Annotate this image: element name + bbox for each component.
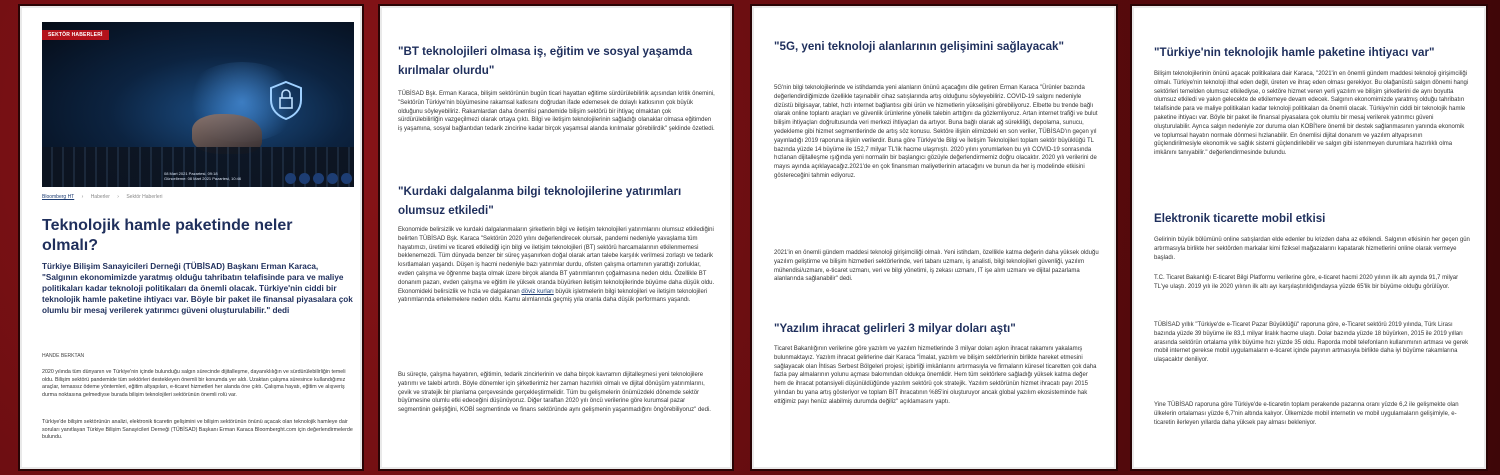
body-paragraph: Bilişim teknolojilerinin önünü açacak politikalara dair Karaca, "2021'in en önemli gündem maddesi teknoloji girişimciliği olmalı. Türkiye'nin teknoloji ithal eden değil, üreten ve ihraç eden olması gerekiyor. Bu olağanüstü salgın dönemi hangi sektörleri temelden olumsuz etkilediyse, o sektöre hizmet veren yerli yazılım ve bilişim şirketlerini de aynı boyutta olumsuz etkiledi ve yakın gelecekte de etkilemeye devam edecek. Salgının ekonomimizde yaratmış olduğu tahribatın telafisinde para ve maliye politikaları kadar teknoloji politikaları da önemli olacak. Türkiye'nin ciddi bir teknolojik hamle paketine ihtiyacı var. Böyle bir paket ile finansal piyasalara çok olumlu bir mesaj verilerek yatırımcı güveni oluşturulabilir. Ayrıca salgın nedeniyle zor duruma olan KOBİ'lere önemli bir destek sağlanmasının yanında ekonomik ve toplumsal hayatın normale dönmesi hızlanabilir. En önemlisi dijital donanım ve yazılım altyapısının güçlendirilmesiyle ekonomik ve sağlık sistemi güçlendirilebilir ve salgın gibi istenmeyen durumlara hazırlıklı olma imkânını tanıyabilir." değerlendirmesinde bulundu. (1154, 71, 1469, 157)
body-paragraph: Gelirinin büyük bölümünü online satışlardan elde edenler bu krizden daha az etkilendi. Salgının etkisinin her geçen gün artırmasıyla birlikte her sektörden markalar kimi fiziksel mağazalarını kapatarak hizmetlerini online olarak vermeye başladı. (1154, 237, 1470, 261)
body-paragraph: Türkiye'de bilişim sektörünün analizi, elektronik ticaretin gelişimini ve bilişim sektörünün önünü açacak olan teknolojik hamleye dair soruları yanıtlayan Türkiye Bilişim Sanayicileri Derneği (TÜBİSAD) Başkanı Erman Karaca Bloomberght.com için değerlendirmelerde bulundu. (42, 419, 353, 441)
author-name[interactable]: HANDE BERKTAN (42, 353, 85, 359)
article-panel-3 (752, 6, 1116, 469)
article-panel-2 (380, 6, 732, 469)
category-tag[interactable]: SEKTÖR HABERLERİ (42, 30, 109, 40)
publish-dates: 08 Mart 2021 Pazartesi, 09:18 Güncelleme: 08 Mart 2021 Pazartesi, 10:46 (164, 171, 242, 181)
breadcrumb-item[interactable]: Haberler (90, 194, 110, 200)
messenger-icon[interactable] (327, 173, 338, 184)
body-paragraph: Bu süreçte, çalışma hayatının, eğitimin, tedarik zincirlerinin ve daha birçok kavramın dijitalleşmesi yeni teknolojilere yatırımı ve talebi artırdı. Böyle dönemler için şirketlerimiz her zaman hazırlıklı olmalı ve dijital dönüşüm yatırımlarını, çevik ve stratejik bir planlama çerçevesinde gerçekleştirmelidir. Tüm bu gelişmelerin önümüzdeki dönemde sektör büyümesine olumlu etki edeceğini düşünüyoruz. Diğer taraftan 2020 yılı öncü verilerine göre kurumsal pazar segmentinin geliştiğini, KOBİ segmentinde ve finans sektöründe aynı gelişmenin yaşanmadığını öngörebiliyoruz" dedi. (398, 372, 711, 414)
body-paragraph: T.C. Ticaret Bakanlığı E-ticaret Bilgi Platformu verilerine göre, e-ticaret hacmi 2020 yılının ilk altı ayında 91,7 milyar TL'ye ulaştı. 2019 yılı ile 2020 yılının ilk altı ayı karşılaştırıldığındaysa yüzde 65'lik bir büyüme olduğu görülüyor. (1154, 275, 1459, 290)
section-heading: "5G, yeni teknoloji alanlarının gelişimini sağlayacak" (774, 40, 1064, 53)
share-buttons (285, 173, 354, 184)
hero-image (42, 22, 354, 187)
article-panel-1 (20, 6, 362, 469)
breadcrumb: Bloomberg HT › Haberler › Sektör Haberleri (42, 194, 163, 200)
twitter-icon[interactable] (299, 173, 310, 184)
section-heading: Elektronik ticarette mobil etkisi (1154, 212, 1326, 225)
email-icon[interactable] (341, 173, 352, 184)
facebook-icon[interactable] (285, 173, 296, 184)
section-heading: "Türkiye'nin teknolojik hamle paketine ihtiyacı var" (1154, 46, 1435, 59)
article-panel-4 (1132, 6, 1486, 469)
section-heading: "BT teknolojileri olmasa iş, eğitim ve sosyal yaşamda kırılmalar olurdu" (398, 45, 693, 77)
article-lead: Türkiye Bilişim Sanayicileri Derneği (TÜBİSAD) Başkanı Erman Karaca, "Salgının ekonomimizde yaratmış olduğu tahribatın telafisinde para ve maliye politikaları kadar teknoloji politikaları da önemli olacak. Türkiye'nin ciddi bir teknolojik hamle paketine ihtiyacı var. Böyle bir paket ile finansal piyasalara çok olumlu bir mesaj verilerek yatırımcı güveni oluşturulabilir." dedi (42, 262, 353, 316)
body-paragraph: 2020 yılında tüm dünyanın ve Türkiye'nin içinde bulunduğu salgın sürecinde dijitalleşme, dayanıklılığın ve sürdürülebilirliğin temeli oldu. Bilişim sektörü pandemide tüm sektörleri destekleyen önemli bir konumda yer aldı. Uzaktan çalışma süresince kullandığımız araçlar, temassız ödeme yöntemleri, eğitim altyapıları, e-ticaret hizmetleri her alanda öne çıktı. Çalışma hayatı, eğitim ve alışveriş durma noktasına gelmediyse burada bilişim teknolojileri sektörünün önemli rolü var. (42, 369, 346, 398)
breadcrumb-item[interactable]: Bloomberg HT (42, 194, 75, 200)
body-paragraph: Yine TÜBİSAD raporuna göre Türkiye'de e-ticaretin toplam perakende pazarına oranı yüzde 6,2 ile gelişmekte olan ülkelerin ortalaması yüzde 6,7'nin altında kalıyor. Ülkemizde mobil internetin ve mobil uygulamaların gelişimiyle, e-ticaretin ilerleyen yıllarda daha yüksek pay alması bekleniyor. (1154, 402, 1459, 426)
body-paragraph: TÜBİSAD yıllık "Türkiye'de e-Ticaret Pazar Büyüklüğü" raporuna göre, e-Ticaret sektörü 2019 yılında, Türk Lirası bazında yüzde 39 büyüme ile 83,1 milyar liralık hacme ulaştı. Dolar bazında yüzde 18 büyürken, 2015 ile 2019 yılları arasında sektörün ortalama yıllık büyüme hızı yüzde 35 oldu. Raporda mobil telefonların kullanımının artması ve gerek mobil internet gerekse mobil uygulamaların e-ticaret içinde payının artmasıyla birlikte daha iyi büyüme rakamlarına ulaşacaktır deniliyor. (1154, 322, 1469, 364)
article-title: Teknolojik hamle paketinde neler olmalı? (42, 217, 293, 254)
body-paragraph: Ticaret Bakanlığının verilerine göre yazılım ve yazılım hizmetlerinde 3 milyar doları aşkın ihracat rakamını yakalamış bulunmaktayız. Yazılım ihracat gelirlerine dair Karaca "İmalat, yazılım ve bilişim sektörlerinin birlikte hareket etmesini sağlayacak olan İhtisas Serbest Bölgeleri projesi; işbirliği imkânlarını artırmasıyla ve firmaların küresel ticaretten çok daha fazla pay almalarının yolunu açması bakımından oldukça önemlidir. Hem tüm sektörlere sağladığı yüksek katma değer hem de ihracat potansiyeli düşünüldüğünde yazılım sektörü çok stratejik. Yazılım sektörünün hizmet ihracatı payı 2015 yılından bu yana artış gösteriyor ve toplam BİT ihracatının %85'ini oluşturuyor ancak global yazılım ekosisteminde hak ettiğimiz payı henüz alabilmiş durumda değiliz" açıklamasını yaptı. (774, 346, 1097, 405)
body-paragraph: TÜBİSAD Bşk. Erman Karaca, bilişim sektörünün bugün ticari hayattan eğitime sürdürülebilirlik açısından kritik önemini, "Sektörün Türkiye'nin büyümesine rakamsal katkısını doğrudan ifade edemesek de dolaylı katkısının çok büyük olduğunu söyleyebiliriz. Rakamlardan daha önemlisi pandemide bilişim sektörü bir ihtiyaç olmaktan çok sürdürülebilirliğin vazgeçilmezi olarak ortaya çıktı. Bilgi ve iletişim teknolojilerinin sağladığı olanaklar olmasa eğitimden iş yaşamına, sosyal bağlantıdan tedarik zincirine kadar birçok yaşamsal alanda kırılmalar görebilirdik" şeklinde özetledi. (398, 91, 715, 133)
body-paragraph: 2021'in en önemli gündem maddesi teknoloji girişimciliği olmalı. Yeni istihdam, özellikle katma değerin daha yüksek olduğu yazılım geliştirme ve bilişim hizmetleri sektörlerinde, veri tabanı uzmanı, iş analisti, bilgi teknolojileri güvenliği, yazılım mühendisi/uzmanı, e-ticaret uzmanı, veri ve bilgi yönetimi, iş zekası uzmanı, IT işe alım uzmanı ve dijital pazarlama alanlarında sağlanabilir" dedi. (774, 250, 1099, 283)
section-heading: "Kurdaki dalgalanma bilgi teknolojilerine yatırımları olumsuz etkiledi" (398, 185, 682, 217)
breadcrumb-item[interactable]: Sektör Haberleri (126, 194, 163, 200)
whatsapp-icon[interactable] (313, 173, 324, 184)
shield-icon (268, 80, 304, 120)
section-heading: "Yazılım ihracat gelirleri 3 milyar doları aştı" (774, 322, 1016, 335)
body-paragraph: 5G'nin bilgi teknolojilerinde ve istihdamda yeni alanların önünü açacağını dile getiren Erman Karaca "Ürünler bazında değerlendirdiğimizde özellikle taşınabilir cihaz satışlarında artış olduğunu söyleyebiliriz. COVID-19 salgını nedeniyle dizüstü bilgisayar, tablet, hızlı internet bağlantısı gibi ürün ve hizmetlerin yükselişini görebiliyoruz. Elbette bu trende bağlı olarak online toplantı araçları ve güvenlik ürünlerine yönelik talebin arttığını da gözlemliyoruz. Artan internet trafiği ve bulut bilişim ihtiyaçları doğrultusunda veri merkezi ihtiyaçları da artıyor. Buna bağlı olarak ağ sürekliliği, depolama, sunucu, yedekleme gibi hizmet segmentlerinde de artış söz konusu. Sektöre ilişkin elimizdeki en son veriler, TÜBİSAD'ın geçen yıl yayınladığı 2019 raporuna ilişkin verilerdir. Buna göre Türkiye'de Bilgi ve İletişim Teknolojileri toplam sektör büyüklüğü TL bazında yüzde 14 büyüme ile 152,7 milyar TL'lik hacme ulaşmıştı. 2020 yılını yorumlarken bu yılı COVID-19 sonrasında hızlanan dijitalleşme ışığında yeni normalin bir başlangıcı gözüyle değerlendirmemiz doğru olacaktır. 2020 yılı verilerini de mayıs ayında açıklayacağız.2021'de en çok finansman maliyetlerinin artacağını ve bunun da her iş modelinde etkisini göstereceğini tahmin ediyoruz. (774, 85, 1098, 179)
body-paragraph: Ekonomide belirsizlik ve kurdaki dalgalanmaların şirketlerin bilgi ve iletişim teknolojileri yatırımlarını olumsuz etkilediğini belirten TÜBİSAD Bşk. Karaca "Sektörün 2020 yılını değerlendirecek olursak, pandemi nedeniyle yavaşlama tüm hayatımızı, üretimi ve ticareti etkilediği için bilgi ve iletişim teknolojileri (BT) sektörü harcamalarının etkilenmemesi beklenemezdi. Tüm dünyada benzer bir süreç yaşanırken doğal olarak artan talebe karşılık verilmesi zorlaştı ve tedarik kısıtlamaları yaşandı. Düşen iş hacmi nedeniyle bazı yatırımlar durdu, ofisten çalışma ortamının yarattığı zorluklar, evden çalışma ve öğrenme başta olmak üzere birçok alanda BT yatırımlarının çoğalmasına neden oldu. Özellikle BT donanım pazarı, evden çalışma ve eğitim ile yüksek oranda büyürken iletişim teknolojilerinde büyüme daha düşük oldu. Ekonomideki belirsizlik ve hızla ve dalgalanan döviz kurları büyük işletmelerin bilgi teknolojileri ve iletişim teknolojileri yatırımlarında ertelemelere neden oldu. Kamu alımlarında geçmiş yıla oranla daha düşük performans yaşandı. (398, 227, 715, 304)
currency-link[interactable]: döviz kurları (521, 288, 554, 295)
